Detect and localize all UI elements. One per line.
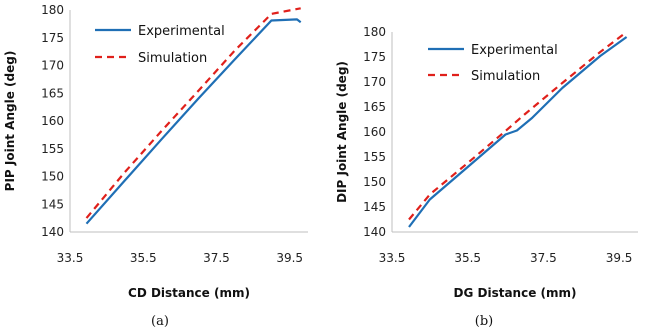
y-tick-label: 140 bbox=[363, 225, 386, 239]
y-tick-label: 170 bbox=[41, 58, 64, 73]
y-tick-label: 140 bbox=[41, 225, 64, 239]
y-axis-title: PIP Joint Angle (deg) bbox=[3, 50, 17, 192]
x-tick-label: 33.5 bbox=[378, 251, 406, 265]
legend-label-experimental: Experimental bbox=[138, 24, 225, 39]
y-tick-label: 150 bbox=[41, 169, 64, 184]
y-tick-label: 175 bbox=[41, 30, 64, 45]
y-tick-label: 155 bbox=[363, 150, 386, 164]
y-tick-label: 160 bbox=[363, 125, 386, 139]
y-tick-label: 150 bbox=[363, 175, 386, 189]
y-tick-label: 145 bbox=[41, 197, 64, 212]
y-tick-label: 145 bbox=[363, 200, 386, 214]
legend-label-simulation: Simulation bbox=[138, 51, 208, 66]
y-tick-label: 180 bbox=[41, 3, 64, 17]
chart-panel-2 bbox=[335, 25, 638, 329]
y-tick-label: 180 bbox=[363, 25, 386, 39]
series-line-experimental bbox=[409, 37, 627, 227]
y-tick-label: 170 bbox=[363, 75, 386, 89]
x-axis-title: CD Distance (mm) bbox=[128, 286, 250, 300]
chart-panel-1 bbox=[3, 3, 308, 329]
x-tick-label: 37.5 bbox=[203, 251, 230, 265]
y-tick-label: 160 bbox=[41, 114, 64, 128]
y-axis-title: DIP Joint Angle (deg) bbox=[335, 61, 349, 203]
legend-label-experimental: Experimental bbox=[471, 43, 558, 58]
x-tick-label: 39.5 bbox=[605, 251, 633, 265]
x-tick-label: 33.5 bbox=[56, 251, 84, 265]
x-tick-label: 35.5 bbox=[129, 251, 157, 265]
y-tick-label: 165 bbox=[363, 100, 386, 114]
legend-label-simulation: Simulation bbox=[471, 69, 541, 84]
y-tick-label: 175 bbox=[363, 50, 386, 64]
y-tick-label: 165 bbox=[41, 86, 64, 101]
x-tick-label: 37.5 bbox=[530, 251, 557, 265]
x-axis-title: DG Distance (mm) bbox=[453, 286, 577, 300]
x-tick-label: 35.5 bbox=[454, 251, 482, 265]
x-tick-label: 39.5 bbox=[276, 251, 304, 265]
panel-caption: (a) bbox=[151, 314, 169, 329]
panel-caption: (b) bbox=[474, 314, 494, 329]
y-tick-label: 155 bbox=[41, 141, 64, 156]
